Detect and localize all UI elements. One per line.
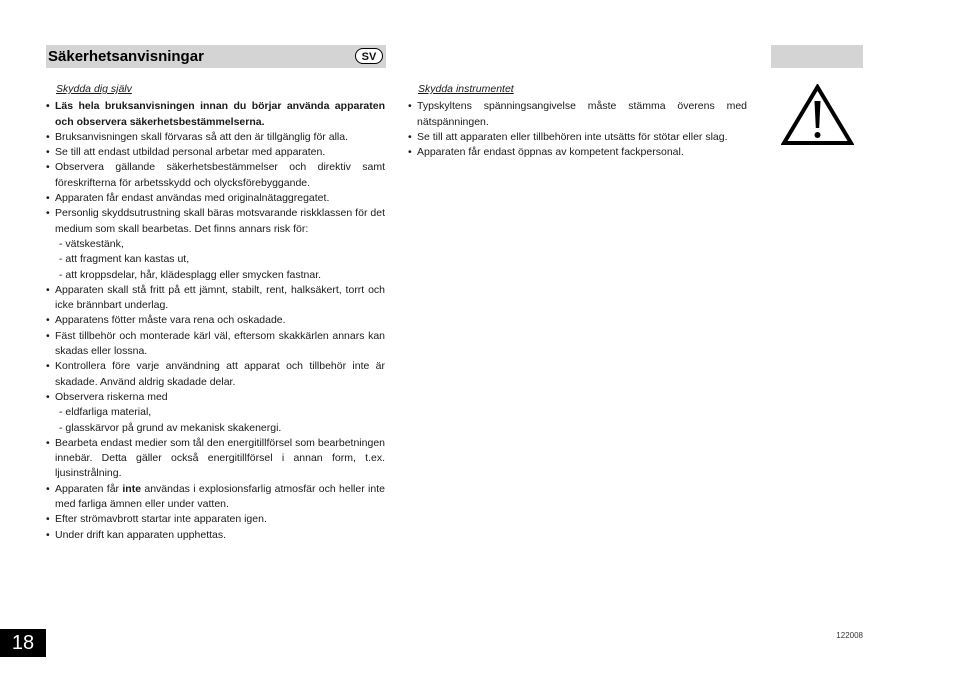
right-header-bar [771, 45, 863, 68]
bullet-icon: • [46, 283, 50, 296]
item-text: Bruksanvisningen skall förvaras så att den är tillgänglig för alla. [55, 130, 348, 143]
right-column [408, 82, 747, 160]
bullet-icon: • [46, 528, 50, 541]
bullet-icon: • [46, 329, 50, 342]
item-text: Observera riskerna med [55, 390, 168, 403]
item-text: Apparaten får endast användas med originalnätaggregatet. [55, 192, 330, 205]
list-item [46, 130, 385, 145]
page-number: 18 [0, 629, 46, 657]
bullet-icon: • [46, 207, 50, 220]
list-item [46, 313, 385, 328]
list-item [46, 99, 385, 130]
bullet-icon: • [46, 161, 50, 174]
sub-item: - glasskärvor på grund av mekanisk skakenergi. [59, 421, 282, 434]
section-header-bar [46, 45, 386, 68]
item-text: Kontrollera före varje användning att apparat och tillbehör inte är skadade. Använd aldrig skadade delar. [55, 360, 385, 388]
item-text: användas i explosionsfarlig atmosfär och heller inte med farliga ämnen eller under vatten. [55, 482, 385, 511]
bullet-icon: • [46, 100, 50, 113]
item-text: Under drift kan apparaten upphettas. [55, 528, 227, 541]
sub-item: - eldfarliga material, [59, 406, 152, 419]
bullet-icon: • [46, 390, 50, 403]
list-item [46, 191, 385, 206]
item-text: Apparaten skall stå fritt på ett jämnt, stabilt, rent, halksäkert, torrt och icke brännbart underlag. [55, 283, 385, 312]
item-text: Se till att apparaten eller tillbehören inte utsätts för stötar eller slag. [417, 130, 728, 143]
bullet-icon: • [46, 360, 50, 373]
bullet-icon: • [46, 482, 50, 495]
subheading-protect-yourself: Skydda dig själv [56, 83, 132, 95]
bullet-icon: • [46, 314, 50, 327]
item-text: Apparaten får [55, 482, 123, 495]
warning-triangle-icon [781, 84, 854, 146]
bullet-icon: • [46, 436, 50, 449]
item-text: Observera gällande säkerhetsbestämmelser och direktiv samt föreskrifterna för arbetsskydd och olycksförebyggande. [55, 161, 385, 189]
item-text: Personlig skyddsutrustning skall bäras motsvarande riskklassen för det medium som skall bearbetas. Det finns annars risk för: [55, 207, 385, 235]
item-text: Se till att endast utbildad personal arbetar med apparaten. [55, 146, 326, 159]
item-emphasis: inte [122, 482, 142, 495]
list-item [46, 145, 385, 160]
list-item [46, 283, 385, 314]
list-item [46, 160, 385, 191]
document-code: 122008 [836, 631, 863, 640]
list-item [46, 206, 385, 282]
item-text: Typskyltens spänningsangivelse måste stämma överens med nätspänningen. [417, 100, 747, 128]
language-badge: SV [355, 48, 383, 64]
list-item [46, 512, 385, 527]
list-item [46, 329, 385, 360]
list-item [408, 130, 747, 145]
list-item [46, 436, 385, 482]
left-safety-list [46, 99, 385, 543]
sub-item: - vätskestänk, [59, 237, 124, 250]
list-item [408, 145, 747, 160]
item-text: Fäst tillbehör och monterade kärl väl, eftersom skakkärlen annars kan skadas eller lossna. [55, 329, 385, 358]
item-text: Apparaten får endast öppnas av kompetent fackpersonal. [417, 146, 684, 159]
right-safety-list [408, 99, 747, 160]
bullet-icon: • [46, 513, 50, 526]
sub-item: - att fragment kan kastas ut, [59, 253, 190, 266]
bullet-icon: • [46, 192, 50, 205]
sub-item: - att kroppsdelar, hår, klädesplagg eller smycken fastnar. [59, 268, 322, 281]
subheading-protect-instrument: Skydda instrumentet [418, 83, 514, 95]
bullet-icon: • [408, 130, 412, 143]
list-item [46, 482, 385, 513]
list-item [46, 390, 385, 436]
section-title: Säkerhetsanvisningar [48, 48, 204, 65]
list-item [408, 99, 747, 130]
item-text: Apparatens fötter måste vara rena och oskadade. [55, 314, 286, 327]
item-text: Efter strömavbrott startar inte apparaten igen. [55, 513, 267, 526]
list-item [46, 359, 385, 390]
bullet-icon: • [408, 100, 412, 113]
item-text: Läs hela bruksanvisningen innan du börjar använda apparaten och observera säkerhetsbestämmelserna. [55, 100, 385, 128]
bullet-icon: • [408, 146, 412, 159]
bullet-icon: • [46, 146, 50, 159]
list-item [46, 528, 385, 543]
item-text: Bearbeta endast medier som tål den energitillförsel som bearbetningen innebär. Detta gäller också energitillförsel i annan form, t.ex. ljusinstrålning. [55, 436, 385, 480]
bullet-icon: • [46, 130, 50, 143]
left-column [46, 82, 385, 543]
